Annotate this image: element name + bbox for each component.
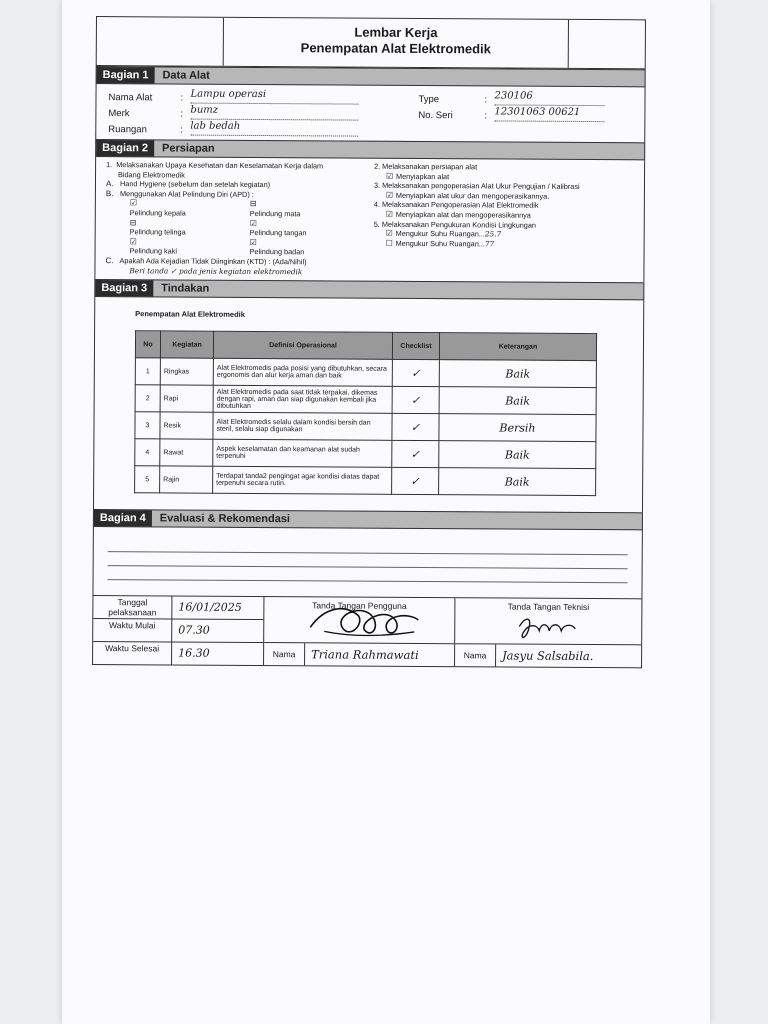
table-row [135,385,596,415]
item-3a-label: Menyiapkan alat ukur dan mengoperasikannya. [395,190,550,201]
table-header-row [135,331,596,361]
item-c-text: Apakah Ada Kejadian Tidak Diinginkan (KTD) : (Ada/Nihil) [119,256,307,267]
apd-label: Pelindung tangan [249,228,307,238]
preparation-right-column [373,162,636,279]
seri-value[interactable]: 12301063 00621 [494,106,604,122]
cell-no: 1 [135,358,160,385]
technician-signature-scribble[interactable] [515,613,585,643]
form-subtitle: Penempatan Alat Elektromedik [300,40,491,57]
cell-no: 5 [135,466,160,493]
checkbox-checked-icon: ☑ [129,198,138,208]
writing-line [108,551,628,555]
nama-alat-label: Nama Alat [108,92,153,104]
cell-definisi: Alat Elektromedis pada saat tidak terpakai, dikemas dengan rapi, aman dan siap digunakan kembali jika dibutuhkan [213,385,392,413]
section-3-tag: Bagian 3 [95,280,153,296]
ruangan-value[interactable]: lab bedah [190,121,358,137]
header-title-cell [224,18,568,68]
checkbox-checked-icon: ☑ [129,236,137,247]
cell-no: 3 [135,412,160,439]
section-4-title: Evaluasi & Rekomendasi [159,512,291,526]
device-name-row [108,87,636,106]
time-fields [93,596,264,665]
cell-definisi: Terdapat tanda2 pengingat agar kondisi diatas dapat terpenuhi secara rutin. [213,466,392,494]
colon: : [180,108,184,120]
cell-keterangan[interactable]: Baik [439,360,596,388]
section-3-title: Tindakan [161,282,210,295]
cell-kegiatan: Ringkas [160,358,213,385]
cell-kegiatan: Rawat [160,439,213,466]
user-signature-scribble[interactable] [304,597,424,646]
cell-checklist[interactable]: ✓ [392,413,439,440]
type-value[interactable]: 230106 [494,90,604,106]
checkbox-checked-icon: ☑ [249,237,257,247]
header-right-cell [568,20,645,68]
apd-label: Pelindung telinga [129,227,186,237]
item-5a-value: 25.7 [484,229,502,239]
apd-item[interactable] [130,237,250,257]
item-a-num: A. [105,179,114,189]
col-kegiatan: Kegiatan [160,331,213,358]
checkbox-empty-icon: ☐ [385,238,393,248]
col-keterangan: Keterangan [439,333,596,361]
col-definisi: Definisi Operasional [213,331,392,359]
section-2-body [94,157,645,282]
merk-value[interactable]: bumz [190,105,358,121]
item-b-num: B. [105,188,114,198]
cell-keterangan[interactable]: Baik [439,468,596,496]
section-1-title: Data Alat [162,69,210,82]
signature-block [92,595,642,668]
ruangan-row [108,119,636,138]
cell-kegiatan: Rapi [160,385,213,412]
type-label: Type [418,93,440,106]
cell-keterangan[interactable]: Baik [439,441,596,469]
section-1-body [95,84,645,142]
technician-signature-cell [455,598,641,667]
col-no: No [135,331,160,358]
user-name-label: Nama [264,643,305,665]
ruangan-label: Ruangan [108,124,147,136]
tanggal-label: Tanggal pelaksanaan [93,596,172,618]
section-1-tag: Bagian 1 [97,67,155,83]
colon: : [484,94,488,106]
checkbox-crossed-icon: ⊟ [129,217,137,227]
table-row [135,466,596,496]
cell-no: 4 [135,439,160,466]
tanggal-value[interactable]: 16/01/2025 [178,600,242,615]
apd-item[interactable] [130,199,250,219]
apd-label: Pelindung mata [249,208,301,219]
writing-line [108,579,628,583]
item-c-num: C. [105,256,114,266]
col-checklist: Checklist [392,332,439,359]
apd-label: Pelindung kepala [129,208,186,218]
checkbox-checked-icon: ☑ [385,228,393,238]
checkbox-checked-icon: ☑ [385,190,394,200]
section-2-tag: Bagian 2 [96,140,154,156]
cell-checklist[interactable]: ✓ [392,467,439,494]
colon: : [484,110,488,122]
item-4a-label: Menyiapkan alat dan mengoperasikannya [395,209,531,220]
form-header [96,16,646,69]
colon: : [180,124,183,136]
item-5b-value: 77 [484,239,495,249]
technician-name-label: Nama [455,644,496,666]
colon: : [180,92,184,104]
action-table [134,330,597,496]
item-4: 4. Melaksanakan Pengoperasian Alat Elektromedik [373,200,539,211]
seri-label: No. Seri [418,109,453,122]
section-4-tag: Bagian 4 [94,510,152,526]
item-c-note: Beri tanda ✓ pada jenis kegiatan elektromedik [129,265,303,276]
selesai-value[interactable]: 16.30 [178,646,210,660]
section-3-subtitle: Penempatan Alat Elektromedik [135,309,245,320]
cell-kegiatan: Resik [160,412,213,439]
apd-label: Pelindung badan [249,247,305,257]
item-b-text: Menggunakan Alat Pelindung Diri (APD) : [119,188,254,199]
table-row [135,412,596,442]
checkbox-checked-icon: ☑ [385,209,393,219]
technician-name-row [455,643,641,667]
cell-definisi: Alat Elektromedis pada posisi yang dibutuhkan, secara ergonomis dan alur kerja aman dan baik [213,358,392,386]
user-name-value[interactable]: Triana Rahmawati [311,647,419,663]
worksheet-form [92,16,646,668]
table-row [135,439,596,469]
cell-checklist[interactable]: ✓ [392,386,439,413]
mulai-label: Waktu Mulai [93,619,172,641]
selesai-row [93,642,263,665]
cell-no: 2 [135,385,160,412]
item-1-text: Melaksanakan Upaya Kesehatan dan Keselamatan Kerja dalam [116,160,324,171]
tanggal-row [93,596,263,620]
checkbox-crossed-icon: ⊟ [249,199,257,209]
mulai-row [93,619,263,643]
apd-item[interactable] [250,238,370,258]
cell-definisi: Aspek keselamatan dan keamanan alat sudah terpenuhi [213,439,392,467]
item-1-num: 1. [106,160,113,170]
cell-kegiatan: Rajin [160,466,213,493]
apd-label: Pelindung kaki [129,246,178,256]
header-left-cell [97,17,224,66]
section-3-body [93,297,644,512]
cell-checklist[interactable]: ✓ [392,359,439,386]
table-row [135,358,596,388]
cell-checklist[interactable]: ✓ [392,440,439,467]
section-2-title: Persiapan [162,142,215,155]
preparation-left-column [105,160,374,277]
user-name-row [264,642,454,666]
technician-name-value[interactable]: Jasyu Salsabila. [502,648,594,664]
item-5a-label: Mengukur Suhu Ruangan... [395,228,485,239]
writing-line [108,565,628,569]
user-signature-cell [264,597,455,666]
apd-item[interactable] [130,218,250,238]
selesai-label: Waktu Selesai [93,642,172,664]
evaluation-area[interactable] [92,527,642,598]
technician-signature-label: Tanda Tangan Teknisi [507,601,590,613]
checkbox-checked-icon: ☑ [249,218,257,228]
nama-alat-value[interactable]: Lampu operasi [190,89,358,105]
user-signature-label: Tanda Tangan Pengguna [312,600,407,612]
item-a-text: Hand Hygiene (sebelum dan setelah kegiatan) [120,179,271,190]
form-title: Lembar Kerja [354,24,438,41]
apd-item[interactable] [250,199,370,219]
apd-item[interactable] [250,219,370,239]
cell-keterangan[interactable]: Baik [439,387,596,415]
apd-row [106,198,374,219]
item-5: 5. Melaksanakan Pengukuran Kondisi Lingkungan [373,219,537,230]
item-1b: Bidang Elektromedik [118,169,185,180]
apd-row [106,218,374,239]
apd-row [106,237,374,258]
item-5b[interactable] [374,238,636,249]
merk-row [108,103,636,122]
item-3: 3. Melaksanakan pengoperasian Alat Ukur Pengujian / Kalibrasi [373,180,580,192]
item-2: 2. Melaksanakan persiapan alat [374,161,478,172]
checkbox-checked-icon: ☑ [386,171,394,181]
mulai-value[interactable]: 07.30 [178,623,210,637]
item-2a-label: Menyiapkan alat [396,171,450,181]
item-5b-label: Mengukur Suhu Ruangan... [395,238,485,249]
merk-label: Merk [108,108,130,120]
cell-definisi: Alat Elektromedis selalu dalam kondisi bersih dan steril, selalu siap digunakan [213,412,392,440]
cell-keterangan[interactable]: Bersih [439,414,596,442]
